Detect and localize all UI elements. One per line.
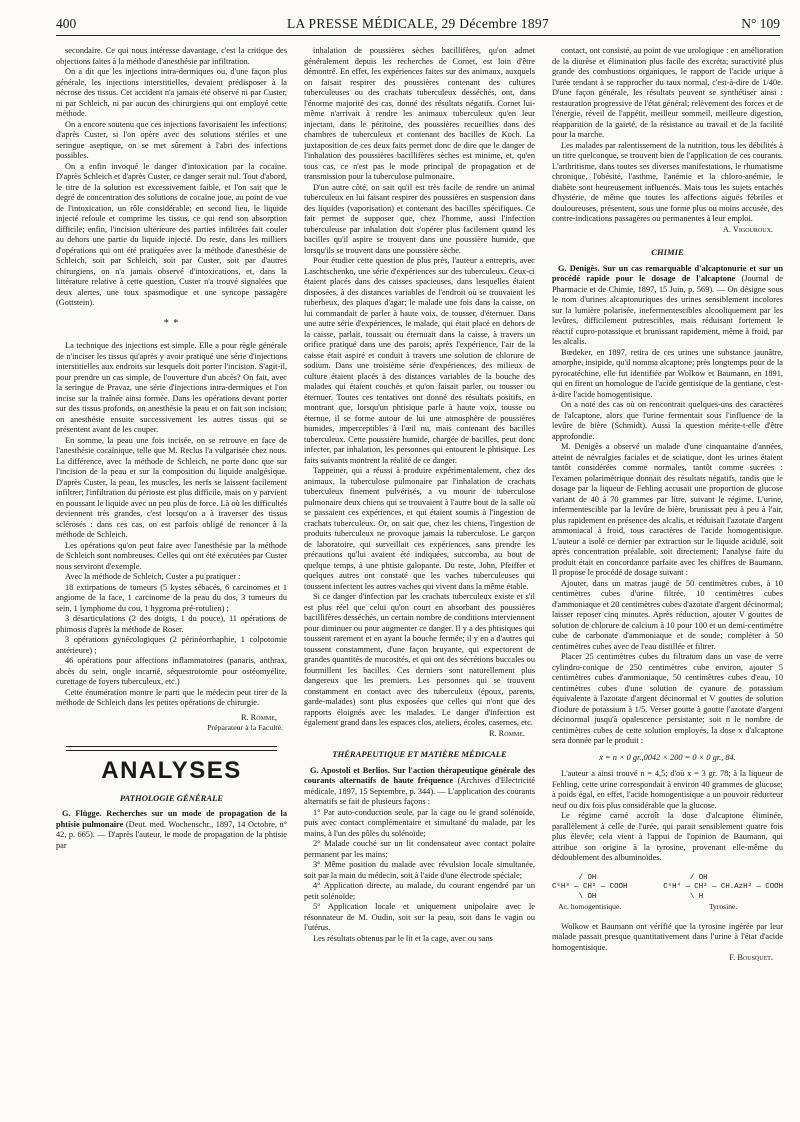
paragraph-group: [552, 769, 783, 864]
paragraph-group: [56, 341, 287, 709]
formula: x = n × 0 gr.,0042 × 200 = 0 × 0 gr., 84.: [599, 752, 736, 762]
page-number: 400: [56, 16, 77, 31]
paragraph: Cette énumération montre le parti que le médecin peut tirer de la méthode de Schleich dans les petites opérations de chirurgie.: [56, 687, 287, 707]
article-author: G. Flügge.: [62, 809, 102, 818]
paragraph: D'un autre côté, on sait qu'il est très facile de rendre un animal tuberculeux en lui faisant respirer des poussières en suspension dans des liquides (vaporisation) et contenant des bacilles spécifiques. Ce fait permet de supposer que, chez l'homme, aussi l'infection tuberculeuse par inhalation doit s'opérer plus facilement quand les bacilles qu'il aspire se trouvent dans une poussière humide, que lorsqu'ils se trouvent dans une poussière sèche.: [304, 182, 535, 255]
paragraph: 3 opérations gynécologiques (2 périnéorrhaphie, 1 colpotomie antérieure) ;: [56, 635, 287, 655]
paragraph: On a enfin invoqué le danger d'intoxication par la cocaïne. D'après Schleich et d'après Custer, ce danger serait nul. Tout d'abord, le titre de la solution est excessivement faible, et l'on sait que le degré de concentration des solutions de cocaïne joue, au point de vue de l'intoxication, un rôle considérable; en second lieu, le liquide injecté refoule et comprime les tissus, ce qui rend son absorption difficile; enfin, l'incision ultérieure des parties infiltrées fait couler au dehors une partie du liquide injecté. Du reste, dans les milliers d'opérations qui ont été pratiquées avec la méthode d'anesthésie de Schleich, soit par Schleich, soit par Custer, soit par d'autres chirurgiens, on n'a jamais observé d'intoxications, et, dans la littérature relative à cette question, Custer n'a trouvé signalées que deux alertes, une toux spasmodique et une syncope passagère (Gottstein).: [56, 161, 287, 307]
author-signature: F. Bousquet.: [729, 953, 773, 962]
formula-homogentisic: / OH C⁶H³ — CH² — COOH \ OH Ac. homogentisique.: [552, 873, 628, 911]
paragraph: Les opérations qu'on peut faire avec l'anesthésie par la méthode de Schleich sont nombreuses. Celles qui ont été exécutées par Custer nous serviront d'exemple.: [56, 540, 287, 571]
paragraph: Bœdeker, en 1897, retira de ces urines une substance jaunâtre, amorphe, insipide, qu'il nomma alcaptone; près longtemps pour de la pyrocatéchine, elle fut identifiée par Wolkow et Baumann, en 1891, qui en firent un homologue de l'acide gentisique de la gentiane, c'est-à-dire l'acide homogentisique.: [552, 347, 783, 399]
paragraph: L'auteur a ainsi trouvé n = 4,5; d'où x = 3 gr. 78; à la liqueur de Fehling, cette urine correspondait à environ 40 grammes de glucose; à poids égal, en effet, l'acide homogentisique a un pouvoir réducteur neuf ou dix fois plus considérable que la glucose.: [552, 769, 783, 810]
article-intro: [304, 766, 535, 808]
paragraph: On a noté des cas où on rencontrait quelques-uns des caractères de l'alcaptone, alors que l'urine fermentait sous l'influence de la levûre de bière (Schmidt). Aussi la question mérite-t-elle d'être approfondie.: [552, 400, 783, 441]
section-title: ANALYSES: [101, 756, 242, 784]
article: [56, 809, 287, 851]
paragraph: Le régime carné accroît la dose d'alcaptone éliminée, parallèlement à celle de l'urée, qui parait sensiblement quatre fois plus élevée; cela vient à l'appui de l'opinion de Baumann, qui attribue son origine à la tyrosine, provenant elle-même du dédoublement des albuminoïdes.: [552, 811, 783, 862]
paragraph: Ajouter, dans un matras jaugé de 50 centimètres cubes, à 10 centimètres cubes d'urine filtrée, 10 centimètres cubes d'ammoniaque et 20 centimètres cubes d'azotate d'argent décinormal; laisser reposer cinq minutes. Après réduction, ajouter V gouttes de solution de chlorure de calcium à 10 pour 100 et un demi-centimètre cube de carbonate d'ammoniaque et de soude; compléter à 50 centimètres cubes avec de l'eau distillée et filtrer.: [552, 578, 783, 651]
paragraph: 3° Même position du malade avec révulsion locale simultanée, soit par la main du médecin, soit à l'aide d'une électrode spéciale;: [304, 860, 535, 880]
author-signature: R. Romme,: [240, 712, 277, 722]
article-intro: [56, 809, 287, 851]
paragraph: 3 désarticulations (2 des doigts, 1 du pouce), 11 opérations de phimosis d'après la méthode de Roser.: [56, 614, 287, 634]
paragraph-group: [552, 922, 783, 954]
divider: [66, 750, 277, 751]
paragraph: La technique des injections est simple. Elle a pour règle générale de n'inciser les tissus qu'après y avoir pratiqué une série d'injections interstitielles aux endroits sur lesquels doit porter l'incision. S'agit-il, pour prendre un cas simple, de l'ouverture d'un abcès? On fait, avec la seringue de Pravaz, une série d'injections intra-dermiques et l'on incise sur la traînée ainsi formée. Dans les opérations devant porter sur des tissus profonds, on anesthésie la peau et on fait son incision; on anesthésie ensuite successivement les autres tissus qui se présentent avant de les couper.: [56, 341, 287, 434]
paragraph: 2° Malade couché sur un lit condensateur avec contact polaire permanent par les mains;: [304, 839, 535, 859]
article-author: G. Apostoli et Berlios.: [310, 765, 390, 775]
paragraph: secondaire. Ce qui nous intéresse davantage, c'est la critique des objections faites à la méthode d'anesthésie par infiltration.: [56, 46, 287, 66]
article: [304, 766, 535, 808]
paragraph: Si ce danger d'infection par les crachats tuberculeux existe et s'il est plus réel que celui qu'on court en absorbant des poussières bacillifères desséchés, un certain nombre de conditions interviennent pour diminuer ou pour augmenter ce danger. Il y a des phtisiques qui toussent rarement et en ayant la bouche fermée; il y en a d'autres qui toussent constamment, d'une façon bruyante, qui expectorent de grandes quantités de mucosités, et qui ont des sécrétions buccales ou fourmillent les bacilles. Ces derniers sont naturellement plus dangereux que les premiers. Les personnes qui se trouvent constamment en contact avec des tuberculeux (époux, parents, garde-malades) sont plus exposées que celles qui n'ont que des rapports éloignés avec les malades. Le danger d'infection est également grand dans les espaces clos, ateliers, écoles, casernes, etc.: [304, 592, 535, 727]
paragraph: On a encore soutenu que ces injections favorisaient les infections; d'après Custer, si l'on opère avec des solutions stériles et une seringue aseptique, on se met sûrement à l'abri des infections possibles.: [56, 119, 287, 160]
paragraph: Pour étudier cette question de plus près, l'auteur a entrepris, avec Laschtschenko, une série d'expériences sur des tuberculeux. Ceux-ci étaient placés dans des caisses spacieuses, dans lesquelles étaient disposées, à des distances variables de l'endroit où se trouvaient les tuberbeux, des plaques d'agar; le malade une fois dans la caisse, on lui commandait de parler à haute voix, de tousser, d'éternuer. Dans une autre série d'expériences, le malade, qui était placé en dehors de la caisse, parlait, toussait ou éternuait dans la caisse, à travers un orifice pratiqué dans une des parois; après l'expérience, l'air de la caisse était aspiré et conduit à travers une solution de chlorure de sodium. Dans une troisième série d'expériences, des milieux de culture étaient placés à des distances variables de la bouche des malades qui étaient couchés et qu'on faisait parler, ou tousser ou éternuer. Toutes ces tentatives ont donné des résultats positifs, en montrant que, lorsqu'un phtisique parle à haute voix, tousse ou éternue, il se forme autour de lui une atmosphère de poussières humides, imperceptibles à l'œil nu, mais contenant des bacilles tuberculeux. Cette poussière humide, chargée de bacilles, peut donc infecter, par inhalation, les personnes qui entourent le phtisique. Les faits suivants montrent la réalité de ce danger.: [304, 256, 535, 465]
paragraph: Avec la méthode de Schleich, Custer a pu pratiquer :: [65, 572, 241, 581]
article-reference: (Deut. med. Wochenschr., 1897, 14 Octobre, n° 42, p. 665). — D'après l'auteur, le mode de propagation de la phtisie par: [56, 819, 287, 850]
header-rule: [56, 35, 780, 36]
column-right: [552, 46, 783, 1114]
paragraph: Les malades par ralentissement de la nutrition, tous les débilités à un titre quelconque, se trouvent bien de l'application de ces courants. L'arthritisme, dans toutes ses diverses manifestations, le rhumatisme chronique, l'obésité, l'asthme, l'anémie et la chloro-anémie, le diabète sont heureusement influencés. Mais tous les sujets entachés d'hystérie, de même que toutes les affections aiguës fébriles et douloureuses, présentent, sous une forme plus ou moins accusée, des contre-indications passagères ou permanentes à leur emploi.: [552, 140, 783, 223]
list: [304, 808, 535, 945]
paragraph: 46 opérations pour affections inflammatoires (panaris, anthrax, abcès du sein, ongle incarné, séquestrotomie pour ostéomyélite, curettage de foyers tuberculeux, etc.): [56, 656, 287, 686]
article-title: Recherches sur un mode de propagation de la phtisie pulmonaire: [56, 809, 287, 829]
section-heading: PATHOLOGIE GÉNÉRALE: [119, 792, 224, 803]
section-heading: THÉRAPEUTIQUE ET MATIÈRE MÉDICALE: [332, 749, 507, 759]
paragraph-group: [304, 46, 535, 729]
column-left: [56, 46, 287, 1114]
paragraph: inhalation de poussières sèches bacillifères, qu'on admet généralement depuis les recherches de Cornet, est loin d'être démontré. En effet, les expériences faites sur des animaux, auxquels on faisait respirer des poussières contenant des cultures tuberculeuses ou des crachats tuberculeux desséchés, ont, dans l'énorme majorité des cas, donné des résultats négatifs. Cornet lui-même n'arrivait à rendre les animaux tuberculeux qu'en leur injectant, dans le péritoine, des poussières recueillies dans des chambres de tuberculeux et contenant des bacilles de Koch. La juxtaposition de ces deux faits permet donc de dire que le danger de l'inhalation des poussières bacillifères sèches est minime, et, qu'en tous cas, ce n'est pas le mode principal de propagation et de transmission pour la tuberculose pulmonaire.: [304, 46, 535, 181]
paragraph: 5° Application locale et uniquement unipolaire avec le résonnateur de M. Oudin, soit sur la peau, soit dans le vagin ou l'utérus.: [304, 902, 535, 932]
article-title: Sur l'action thérapeutique générale des courants alternatifs de haute fréquence: [304, 765, 535, 785]
paragraph: Les résultats obtenus par le lit et la cage, avec ou sans: [313, 933, 493, 943]
author-title: Préparateur à la Faculté.: [207, 723, 283, 732]
divider: [66, 746, 277, 747]
paragraph-group: [552, 348, 783, 747]
paragraph: En somme, la peau une fois incisée, on se retrouve en face de l'anesthésie cocaïnique, telle que M. Reclus l'a vulgarisée chez nous. La différence, avec la méthode de Schleich, ne porte donc que sur l'incision de la peau et sur la composition du liquide analgésique. D'après Custer, la peau, les muscles, les nerfs se laissent facilement infiltrer; l'infiltration du périoste est plus difficile, mais on y parvient en poussant le liquide avec un peu plus de force. Là où les difficultés deviennent très grandes, c'est lorsqu'on a à traverser des tissus sclérosés : dans ces cas, on est parfois obligé de renoncer à la méthode de Schleich.: [56, 435, 287, 539]
author-signature: A. Vigouroux.: [722, 224, 773, 234]
paragraph: On a dit que les injections intra-dermiques ou, d'une façon plus générale, les injections interstitielles, devaient prédisposer à la nécrose des tissus. Cet accident n'a jamais été observé ni par Custer, ni par Schleich, ni par aucun des chirurgiens qui ont employé cette méthode.: [56, 67, 287, 118]
paragraph-group: [56, 46, 287, 309]
paragraph: Wolkow et Baumann ont vérifié que la tyrosine ingérée par leur malade passait presque quantitativement dans l'urine à l'état d'acide homogentisique.: [552, 921, 783, 952]
paragraph: 1° Par auto-conduction seule, par la cage ou le grand solénoïde, puis avec contact complémentaire et simultané du malade, par les mains, à l'un des pôles du solénoïde;: [304, 807, 535, 838]
article-author: G. Denigès.: [558, 263, 600, 273]
paragraph: contact, ont consisté, au point de vue urologique : en amélioration de la diurèse et élimination plus facile des excréta; suractivité plus grande des combustions organiques, le rapport de l'acide urique à l'urée tendant à se rapprocher du taux normal, c'est-à-dire de 1/40e. D'une façon générale, les résultats peuvent se synthétiser ainsi : restauration progressive de l'état général; relèvement des forces et de l'énergie, réveil de l'appétit, meilleur sommeil, meilleure digestion, réapparition de la gaieté, de la résistance au travail et de la facilité pour la marche.: [552, 46, 783, 139]
article-reference: (Archives d'Electricité médicale, 1897, 15 Septembre, p. 344). — L'application des courants alternatifs se fait de plusieurs façons :: [304, 776, 535, 806]
paragraph: Tappeiner, qui a réussi à produire expérimentalement, chez des animaux, la tuberculose pulmonaire par l'inhalation de crachats tuberculeux finement pulvérisés, a vu mourir de tuberculose pulmonaire deux chiens qui se trouvaient à l'autre bout de la salle où se passaient ces expériences, et qui étaient soumis à l'ingestion de crachats tuberculeux. Or, on sait que, chez les chiens, l'ingestion de produits tuberculeux ne provoque jamais la tuberculose. Le garçon de laboratoire, qui surveillait ces expériences, sans prendre les précautions qu'lui avaient été indiquées, succomba, au bout de quelque temps, à une phtisie galopante. Du reste, John, Pfeiffer et quelques autres ont constaté que les vaches tuberculeuses qui toussent infectent les autres vaches qui vivent dans la même étable.: [304, 466, 535, 591]
journal-title: LA PRESSE MÉDICALE, 29 Décembre 1897: [286, 16, 550, 31]
paragraph-group: [552, 46, 783, 225]
paragraph: 4° Application directe, au malade, du courant engendré par un petit solénoïde;: [304, 881, 535, 901]
paragraph: 18 extirpations de tumeurs (5 kystes sébacés, 6 carcinomes et 1 angiome de la face, 1 carcinome de la peau du dos, 3 tumeurs du sein, 1 lymphome du cou, 1 hygroma pré-rotulien) ;: [56, 582, 287, 613]
column-middle: [304, 46, 535, 1114]
article-reference: (Journal de Pharmacie et de Chimie, 1897, 15 Juin, p. 569). — On désigne sous le nom d'urines alcaptonuriques des urines sensiblement incolores sur la lumière polarisée, inefermentescibles alcooliquement par les levûres, difficilement putrescibles, mais réduisant fortement le réactif cupro-potassique et brunissant rapidement, même à froid, par les alcalis.: [552, 274, 783, 346]
article-intro: [552, 264, 783, 348]
section-separator-stars: * *: [163, 317, 180, 329]
formula-label: Tyrosine.: [708, 902, 738, 911]
formula-tyrosine: / OH C⁶H⁴ — CH² — CH.AzH² — COOH \ H Tyrosine.: [663, 873, 783, 911]
chemical-formulas: [552, 874, 783, 912]
issue-number: N° 109: [741, 16, 780, 31]
author-signature: R. Romme.: [488, 728, 525, 738]
article: [552, 264, 783, 348]
article-title: Sur un cas remarquable d'alcaptonurie et sur un procédé rapide pour le dosage de l'alcaptone: [552, 263, 783, 283]
section-heading: CHIMIE: [651, 247, 684, 257]
formula-label: Ac. homogentisique.: [558, 902, 622, 911]
paragraph: Placer 25 centimètres cubes du filtratum dans un vase de verre cylindro-conique de 250 centimètres cube environ, ajouter 5 centimètres cubes d'ammoniaque, 50 centimètres cubes d'eau, 10 centimètres cubes d'une solution de cyanure de potassium équivalente à l'azotate d'argent décinormal et V gouttes de solution d'iodure de potassium à 1/5. Verser goutte à goutte l'azotate d'argent décinormal jusqu'à opalescence persistante; soit n le nombre de centimètres cubes de cette solution employés, la dose x d'alcaptone sera donnée par le produit :: [552, 652, 783, 745]
paragraph: M. Denigès a observé un malade d'une cinquantaine d'années, atteint de névralgies faciales et de sciatique, dont les urines étaient tantôt considérées comme normales, tantôt comme sucrées : l'examen polarimétrique donnait des résultats négatifs, tandis que le dosage par la liqueur de Fehling accusait une proportion de glucose variant de 40 à 70 grammes par litre, suivant le régime. L'urine, infermentescible par la levûre de bière, brunissait peu à peu à l'air, plus rapidement en présence des alcalis, et réduisait l'azotate d'argent ammoniacal à froid, tous caractères de l'acide homogentisique. L'auteur a isolé ce dernier par extraction sur le liquide acidulé, soit après concentration préalable, soit directement; l'analyse faite du produit était en concordance parfaite avec les chiffres de Baumann. Il propose le procédé de dosage suivant :: [552, 442, 783, 577]
